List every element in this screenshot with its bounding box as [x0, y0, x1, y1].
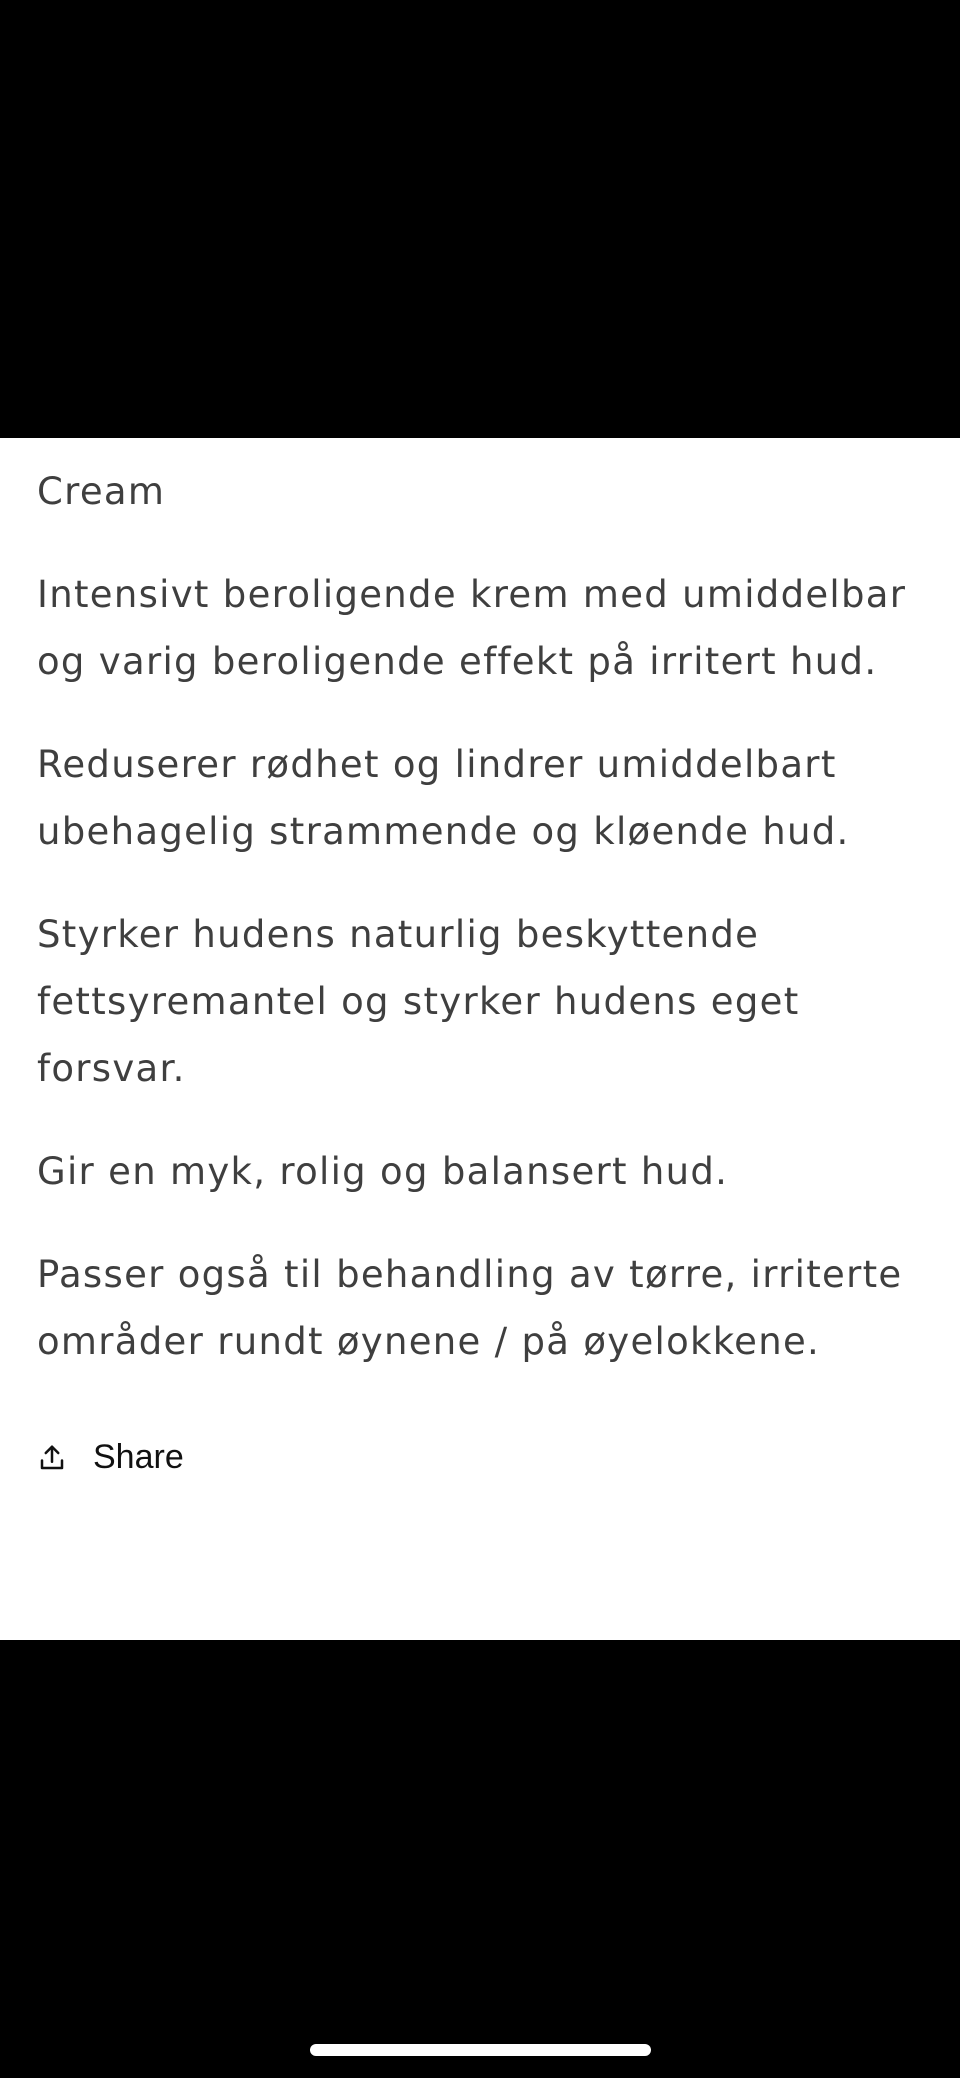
description-paragraph-2: Reduserer rødhet og lindrer umiddelbart ubehagelig strammende og kløende hud.	[37, 743, 850, 853]
description-paragraph-5: Passer også til behandling av tørre, irriterte områder rundt øynene / på øyelokkene.	[37, 1253, 903, 1363]
top-black-area	[0, 0, 960, 438]
description-title-tail: Cream	[37, 470, 166, 513]
share-icon	[37, 1443, 67, 1473]
home-indicator[interactable]	[310, 2044, 651, 2056]
description-paragraph-3: Styrker hudens naturlig beskyttende fettsyremantel og styrker hudens eget forsvar.	[37, 913, 800, 1090]
bottom-black-area	[0, 1640, 960, 2078]
product-description	[37, 458, 927, 1411]
description-paragraph-4: Gir en myk, rolig og balansert hud.	[37, 1150, 729, 1193]
product-description-panel	[0, 438, 960, 1640]
description-paragraph-1: Intensivt beroligende krem med umiddelbar og varig beroligende effekt på irritert hud.	[37, 573, 907, 683]
share-button[interactable]	[37, 1438, 184, 1477]
share-label: Share	[93, 1438, 184, 1476]
